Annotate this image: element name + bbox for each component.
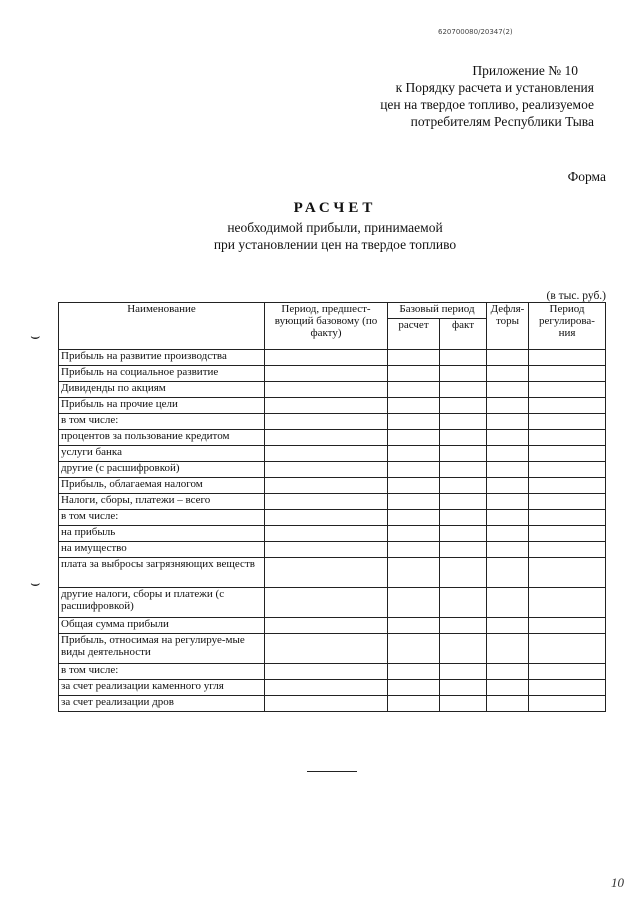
empty-cell [265, 664, 388, 680]
empty-cell [388, 634, 440, 664]
empty-cell [529, 398, 606, 414]
empty-cell [265, 542, 388, 558]
empty-cell [388, 398, 440, 414]
table-row [59, 664, 606, 680]
empty-cell [529, 350, 606, 366]
empty-cell [529, 382, 606, 398]
table-row [59, 696, 606, 712]
empty-cell [265, 478, 388, 494]
empty-cell [529, 588, 606, 618]
empty-cell [529, 526, 606, 542]
table-row [59, 634, 606, 664]
row-label: другие налоги, сборы и платежи (с расшифровкой) [59, 588, 265, 618]
empty-cell [265, 588, 388, 618]
empty-cell [440, 664, 487, 680]
empty-cell [388, 414, 440, 430]
empty-cell [265, 414, 388, 430]
table-row [59, 618, 606, 634]
header-base-period: Базовый период [388, 303, 487, 319]
empty-cell [487, 382, 529, 398]
empty-cell [487, 696, 529, 712]
table-row [59, 494, 606, 510]
empty-cell [487, 618, 529, 634]
empty-cell [487, 542, 529, 558]
empty-cell [529, 494, 606, 510]
empty-cell [388, 618, 440, 634]
empty-cell [529, 558, 606, 588]
page-number: 10 [611, 875, 624, 890]
appendix-reference [274, 62, 594, 130]
empty-cell [440, 680, 487, 696]
empty-cell [265, 430, 388, 446]
empty-cell [487, 366, 529, 382]
empty-cell [487, 462, 529, 478]
row-label: в том числе: [59, 510, 265, 526]
empty-cell [388, 430, 440, 446]
empty-cell [440, 430, 487, 446]
empty-cell [440, 494, 487, 510]
empty-cell [265, 634, 388, 664]
empty-cell [487, 446, 529, 462]
empty-cell [529, 414, 606, 430]
form-label: Форма [567, 169, 606, 184]
empty-cell [265, 350, 388, 366]
header-deflators: Дефля-торы [487, 303, 529, 350]
header-name: Наименование [59, 303, 265, 350]
empty-cell [265, 398, 388, 414]
empty-cell [487, 558, 529, 588]
table-row [59, 510, 606, 526]
row-label: Прибыль на прочие цели [59, 398, 265, 414]
document-title [170, 200, 500, 253]
empty-cell [440, 462, 487, 478]
empty-cell [265, 618, 388, 634]
empty-cell [440, 510, 487, 526]
table-row [59, 542, 606, 558]
empty-cell [265, 510, 388, 526]
title-main: РАСЧЕТ [293, 200, 377, 216]
empty-cell [388, 462, 440, 478]
empty-cell [388, 382, 440, 398]
empty-cell [529, 462, 606, 478]
title-line-3: при установлении цен на твердое топливо [213, 237, 457, 252]
empty-cell [487, 664, 529, 680]
empty-cell [265, 696, 388, 712]
empty-cell [265, 446, 388, 462]
row-label: Прибыль, относимая на регулируе-мые виды деятельности [59, 634, 265, 664]
margin-mark: ⌣ [30, 328, 41, 345]
empty-cell [388, 446, 440, 462]
empty-cell [440, 478, 487, 494]
table-row [59, 558, 606, 588]
empty-cell [388, 510, 440, 526]
row-label: на прибыль [59, 526, 265, 542]
row-label: за счет реализации дров [59, 696, 265, 712]
empty-cell [487, 526, 529, 542]
empty-cell [440, 350, 487, 366]
empty-cell [440, 414, 487, 430]
header-base-fact: факт [440, 319, 487, 350]
empty-cell [265, 366, 388, 382]
empty-cell [487, 494, 529, 510]
empty-cell [388, 478, 440, 494]
empty-cell [440, 634, 487, 664]
row-label: в том числе: [59, 664, 265, 680]
row-label: Налоги, сборы, платежи – всего [59, 494, 265, 510]
table-row [59, 680, 606, 696]
title-line-2: необходимой прибыли, принимаемой [227, 220, 443, 235]
empty-cell [529, 618, 606, 634]
appendix-line-2: к Порядку расчета и установления [395, 80, 594, 95]
empty-cell [440, 588, 487, 618]
row-label: Дивиденды по акциям [59, 382, 265, 398]
empty-cell [388, 494, 440, 510]
empty-cell [440, 366, 487, 382]
table-row [59, 462, 606, 478]
empty-cell [440, 526, 487, 542]
row-label: Прибыль на развитие производства [59, 350, 265, 366]
empty-cell [440, 398, 487, 414]
margin-mark: ⌣ [30, 575, 41, 592]
empty-cell [487, 430, 529, 446]
table-row [59, 398, 606, 414]
row-label: другие (с расшифровкой) [59, 462, 265, 478]
table-row [59, 382, 606, 398]
empty-cell [529, 542, 606, 558]
empty-cell [529, 510, 606, 526]
table-row [59, 588, 606, 618]
header-base-calc: расчет [388, 319, 440, 350]
empty-cell [265, 526, 388, 542]
empty-cell [440, 446, 487, 462]
empty-cell [487, 350, 529, 366]
appendix-line-3: цен на твердое топливо, реализуемое [380, 97, 594, 112]
row-label: Общая сумма прибыли [59, 618, 265, 634]
empty-cell [529, 634, 606, 664]
empty-cell [388, 350, 440, 366]
empty-cell [265, 382, 388, 398]
table-row [59, 414, 606, 430]
header-reg-period: Период регулирова-ния [529, 303, 606, 350]
empty-cell [529, 696, 606, 712]
empty-cell [440, 618, 487, 634]
empty-cell [440, 382, 487, 398]
appendix-line-1: Приложение № 10 [472, 63, 578, 78]
empty-cell [388, 366, 440, 382]
empty-cell [265, 558, 388, 588]
document-id: 620700080/20347(2) [438, 28, 513, 36]
table-body [59, 350, 606, 712]
row-label: за счет реализации каменного угля [59, 680, 265, 696]
units-note: (в тыс. руб.) [546, 290, 606, 302]
row-label: Прибыль на социальное развитие [59, 366, 265, 382]
table-row [59, 350, 606, 366]
empty-cell [529, 366, 606, 382]
empty-cell [388, 526, 440, 542]
table-row [59, 366, 606, 382]
row-label: в том числе: [59, 414, 265, 430]
empty-cell [487, 680, 529, 696]
empty-cell [440, 558, 487, 588]
empty-cell [487, 478, 529, 494]
empty-cell [529, 446, 606, 462]
empty-cell [487, 510, 529, 526]
row-label: на имущество [59, 542, 265, 558]
empty-cell [388, 542, 440, 558]
row-label: услуги банка [59, 446, 265, 462]
empty-cell [388, 664, 440, 680]
empty-cell [388, 680, 440, 696]
table-row [59, 526, 606, 542]
empty-cell [388, 558, 440, 588]
table-row [59, 478, 606, 494]
table-row [59, 446, 606, 462]
empty-cell [487, 414, 529, 430]
empty-cell [388, 588, 440, 618]
empty-cell [529, 478, 606, 494]
empty-cell [487, 634, 529, 664]
empty-cell [265, 462, 388, 478]
empty-cell [440, 542, 487, 558]
empty-cell [529, 430, 606, 446]
empty-cell [487, 398, 529, 414]
bottom-separator [307, 771, 357, 772]
empty-cell [265, 494, 388, 510]
empty-cell [440, 696, 487, 712]
calculation-table [58, 302, 606, 712]
empty-cell [487, 588, 529, 618]
header-prev-period: Период, предшест-вующий базовому (по факту) [265, 303, 388, 350]
empty-cell [529, 664, 606, 680]
row-label: процентов за пользование кредитом [59, 430, 265, 446]
appendix-line-4: потребителям Республики Тыва [410, 114, 594, 129]
table-row [59, 430, 606, 446]
row-label: Прибыль, облагаемая налогом [59, 478, 265, 494]
empty-cell [265, 680, 388, 696]
empty-cell [529, 680, 606, 696]
row-label: плата за выбросы загрязняющих веществ [59, 558, 265, 588]
empty-cell [388, 696, 440, 712]
